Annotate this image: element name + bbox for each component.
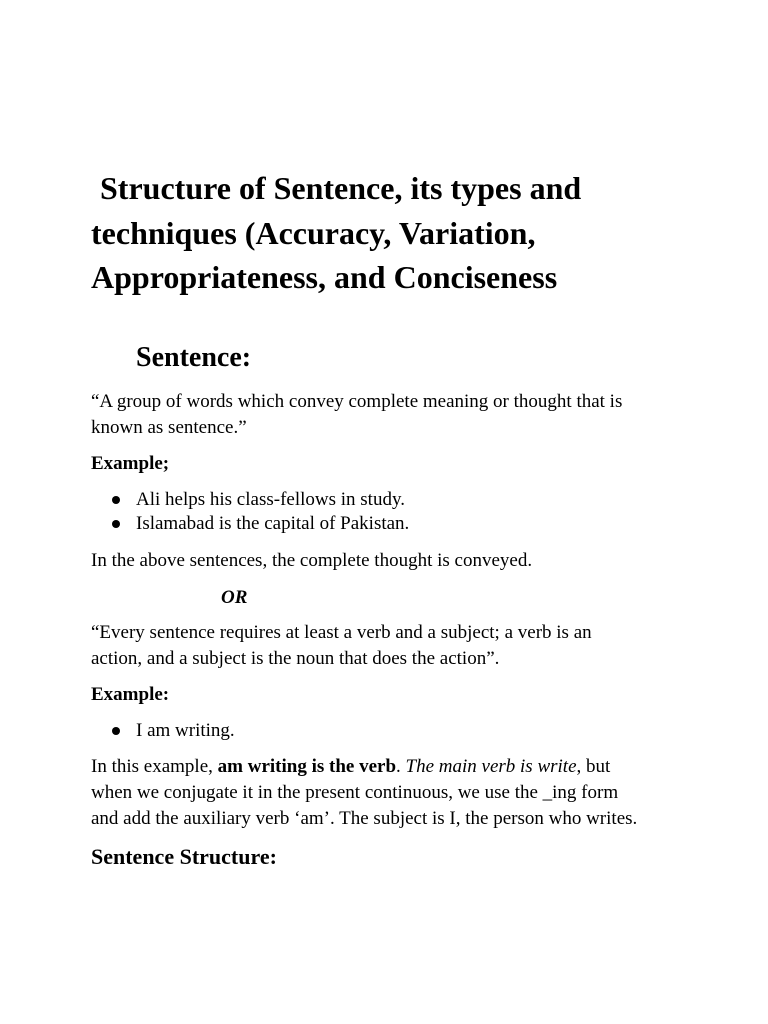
explanation-line-1	[91, 754, 691, 780]
sentence-heading: Sentence:	[136, 342, 252, 373]
example-label-2: Example:	[91, 684, 170, 705]
definition-1-line-2: known as sentence.”	[91, 417, 247, 438]
explanation-intro: In this example,	[91, 756, 218, 777]
list-item	[91, 719, 235, 743]
explanation-rest: , but	[576, 756, 611, 777]
example-list-2	[91, 719, 235, 743]
bullet-icon	[112, 727, 120, 735]
list-item-text: Ali helps his class-fellows in study.	[136, 489, 405, 510]
list-item	[91, 512, 409, 536]
bullet-icon	[112, 496, 120, 504]
definition-2-line-2: action, and a subject is the noun that does the action”.	[91, 648, 500, 669]
explanation-paragraph	[91, 754, 691, 832]
list-item-text: Islamabad is the capital of Pakistan.	[136, 513, 410, 534]
bullet-icon	[112, 520, 120, 528]
definition-paragraph-1	[91, 389, 691, 441]
title-line-2: techniques (Accuracy, Variation,	[91, 214, 536, 251]
example-label-1: Example;	[91, 453, 170, 474]
example-list-1	[91, 488, 409, 536]
above-note-text: In the above sentences, the complete thought is conveyed.	[91, 550, 533, 571]
explanation-line-2: when we conjugate it in the present continuous, we use the _ing form	[91, 782, 619, 803]
explanation-dot: .	[396, 756, 406, 777]
above-note	[91, 548, 691, 574]
title-line-1: Structure of Sentence, its types and	[100, 170, 582, 206]
title-line-3: Appropriateness, and Conciseness	[91, 259, 558, 295]
list-item	[91, 488, 409, 512]
explanation-italic: The main verb is write	[405, 756, 577, 777]
definition-2-line-1: “Every sentence requires at least a verb and a subject; a verb is an	[91, 622, 592, 643]
explanation-bold: am writing is the verb	[217, 756, 397, 777]
explanation-line-3: and add the auxiliary verb ‘am’. The subject is I, the person who writes.	[91, 808, 638, 829]
definition-1-line-1: “A group of words which convey complete meaning or thought that is	[91, 391, 623, 412]
or-separator: OR	[221, 587, 248, 608]
list-item-text: I am writing.	[136, 720, 235, 741]
definition-paragraph-2	[91, 620, 691, 672]
sentence-structure-heading: Sentence Structure:	[91, 844, 277, 869]
document-title	[91, 166, 691, 300]
